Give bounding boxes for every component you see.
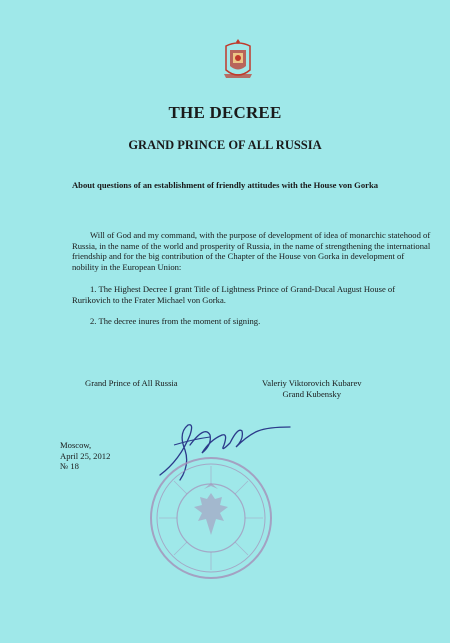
official-seal-stamp [148, 455, 274, 581]
decree-number: № 18 [60, 461, 79, 472]
signatory-title: Grand Kubensky [282, 389, 342, 399]
coat-of-arms-icon [222, 38, 254, 82]
date-text: April 25, 2012 [60, 450, 111, 461]
signatory-name: Valeriy Viktorovich Kubarev [262, 378, 362, 388]
decree-paragraph-intro: Will of God and my command, with the purpose of development of idea of monarchic statehood of Russia, in the name of the world and prosperity of Russia, in the name of strengthening the international friendship and for the big contribution of the Chapter of the House von Gorka in development of nobility in the European Union: [72, 230, 431, 272]
place-and-date [60, 440, 110, 472]
decree-about-line: About questions of an establishment of friendly attitudes with the House von Gorka [71, 180, 379, 190]
signatory-left-title: Grand Prince of All Russia [85, 378, 178, 388]
decree-paragraph-item-2: 2. The decree inures from the moment of signing. [90, 316, 261, 326]
decree-title: THE DECREE [168, 103, 282, 122]
decree-subtitle: GRAND PRINCE OF ALL RUSSIA [128, 138, 322, 152]
signatory-block [262, 378, 362, 400]
decree-paragraph-item-1: 1. The Highest Decree I grant Title of Lightness Prince of Grand-Ducal August House of Rurikovich to the Frater Michael von Gorka. [72, 284, 396, 305]
place-text: Moscow, [60, 440, 92, 450]
